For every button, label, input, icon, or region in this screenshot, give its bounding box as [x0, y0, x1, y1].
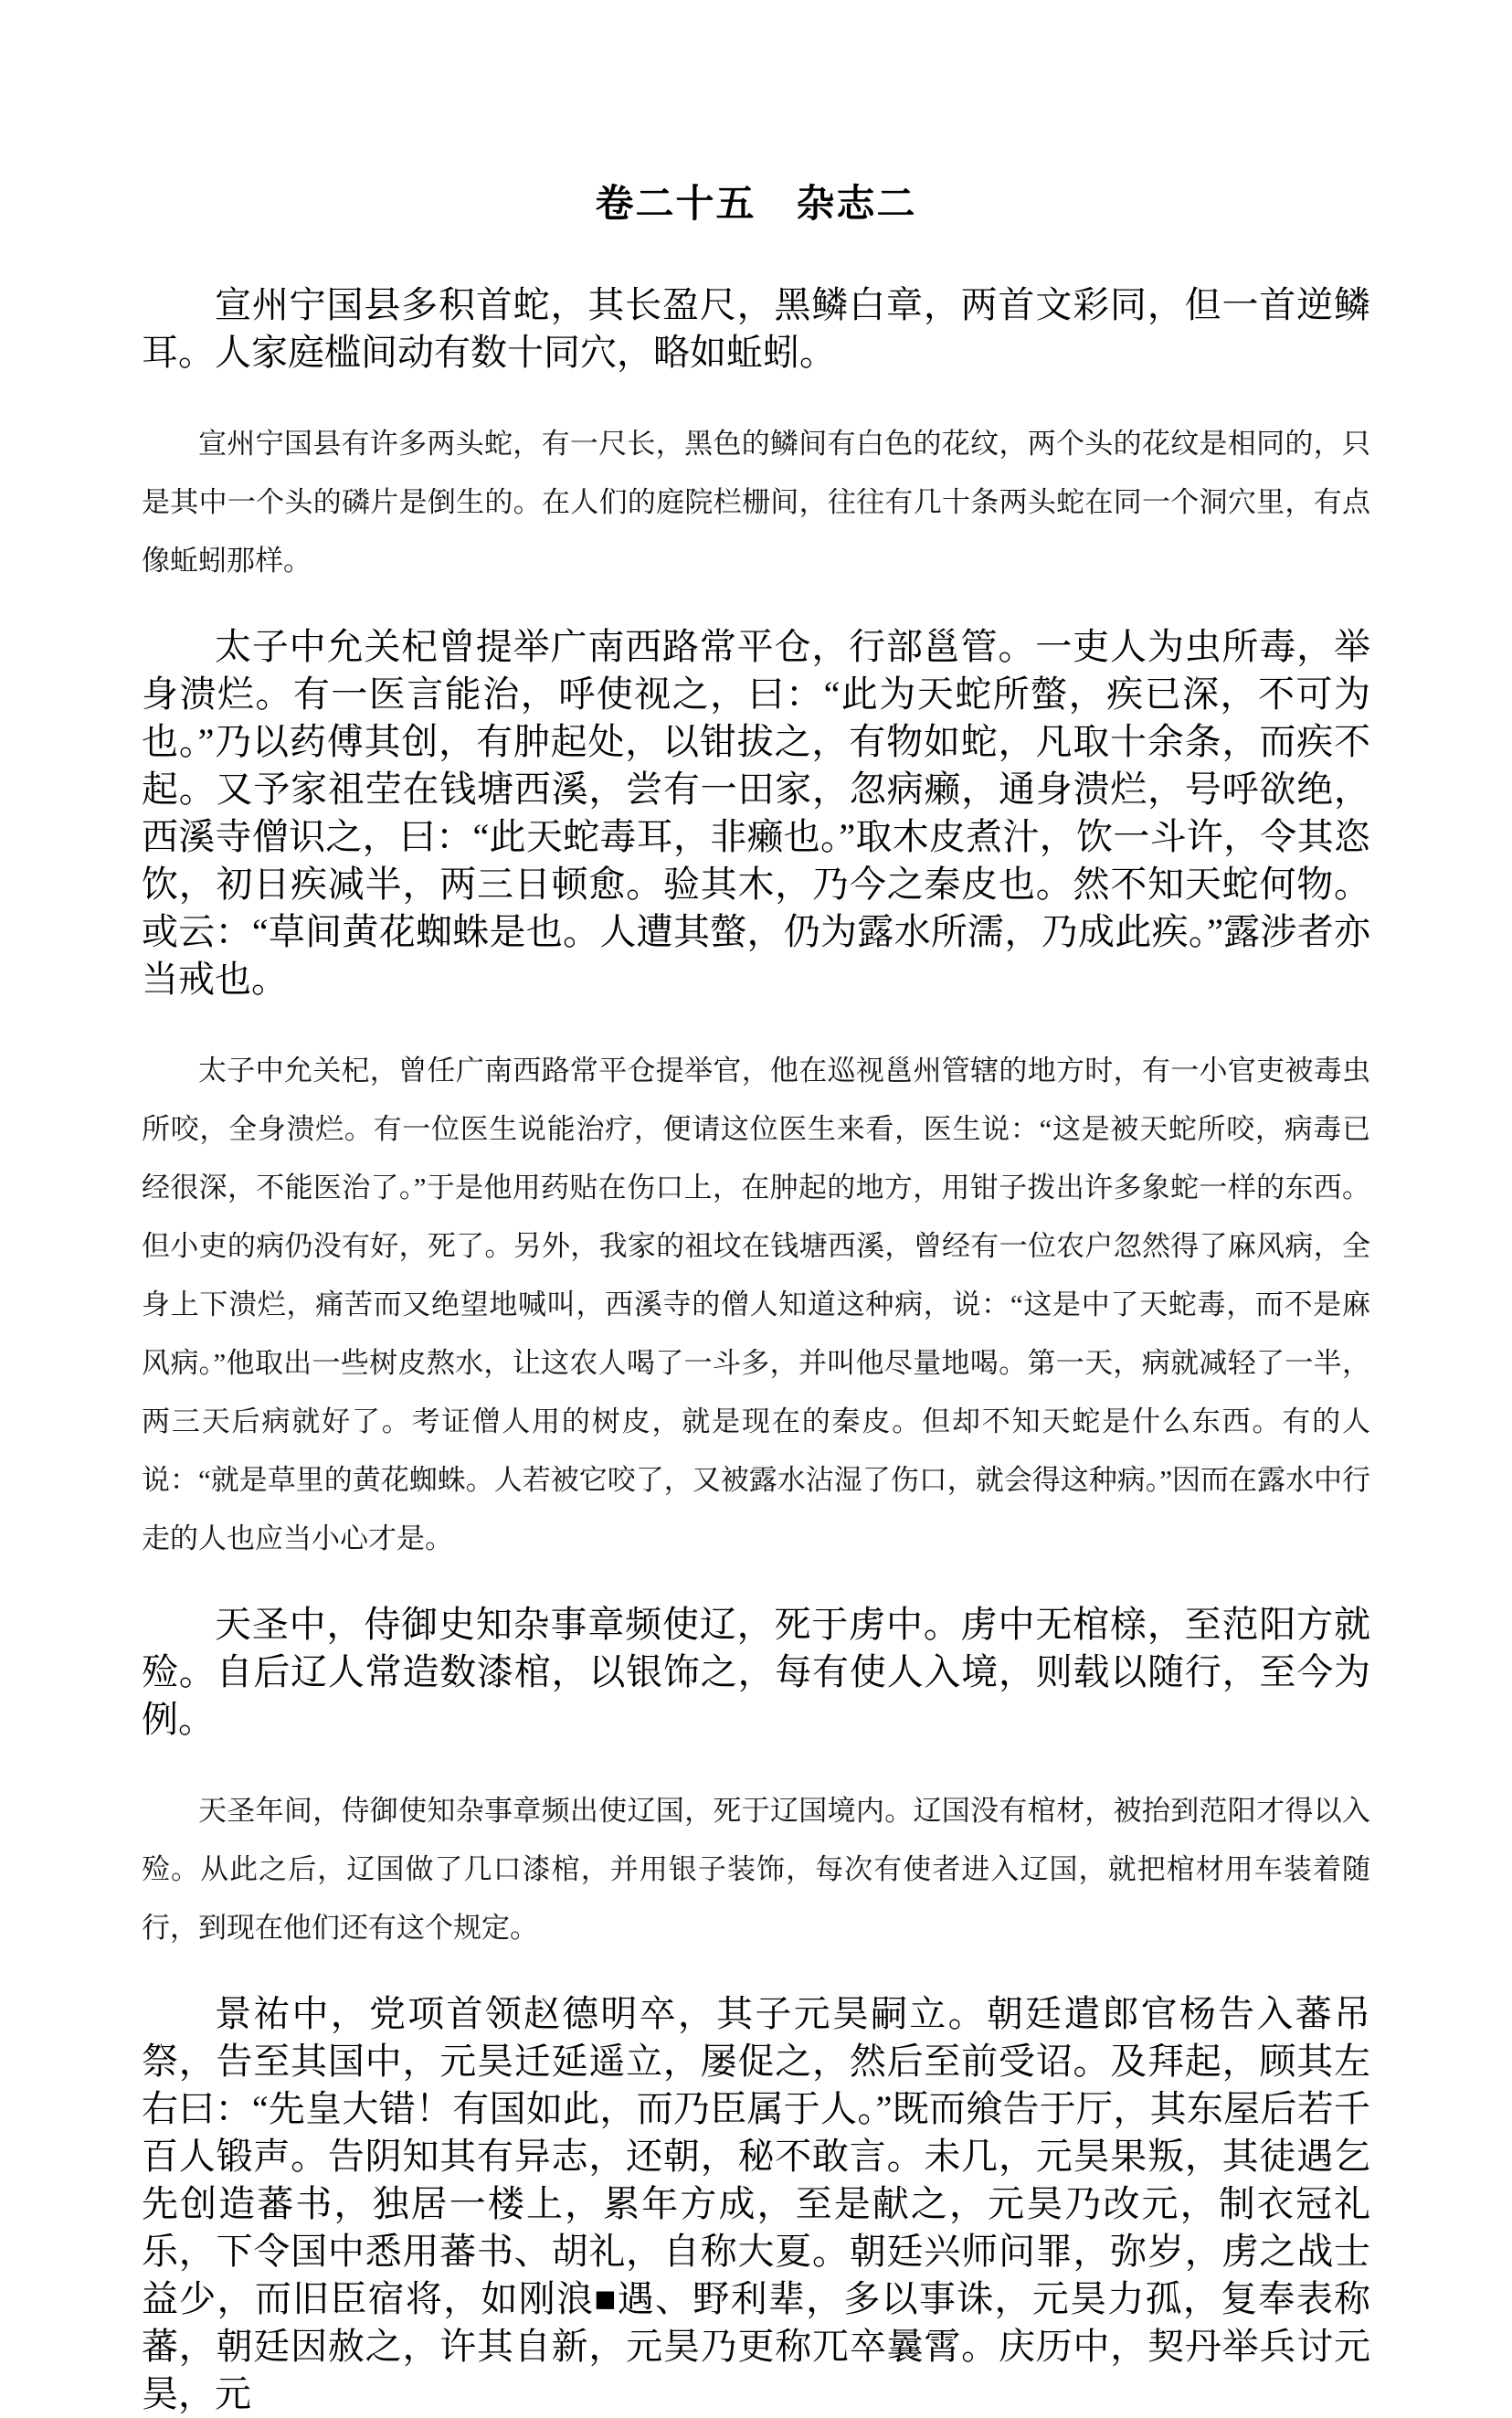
paragraph-original: 太子中允关杞曾提举广南西路常平仓，行部邕管。一吏人为虫所毒，举身溃烂。有一医言能治，呼使视之，曰：“此为天蛇所螫，疾已深，不可为也。”乃以药傅其创，有肿起处，以钳拔之，有物如蛇，凡取十余条，而疾不起。又予家祖茔在钱塘西溪，尝有一田家，忽病癞，通身溃烂，号呼欲绝，西溪寺僧识之，曰：“此天蛇毒耳，非癞也。”取木皮煮汁，饮一斗许，令其恣饮，初日疾减半，两三日顿愈。验其木，乃今之秦皮也。然不知天蛇何物。或云：“草间黄花蜘蛛是也。人遭其螫，仍为露水所濡，乃成此疾。”露涉者亦当戒也。 [142, 626, 1370, 1000]
paragraph-original: 天圣中，侍御史知杂事章频使辽，死于虏中。虏中无棺榇，至范阳方就殓。自后辽人常造数漆棺，以银饰之，每有使人入境，则载以随行，至今为例。 [142, 1604, 1370, 1740]
paragraph-translation: 天圣年间，侍御使知杂事章频出使辽国，死于辽国境内。辽国没有棺材，被抬到范阳才得以入殓。从此之后，辽国做了几口漆棺，并用银子装饰，每次有使者进入辽国，就把棺材用车装着随行，到现在他们还有这个规定。 [142, 1795, 1370, 1944]
paragraph-translation: 太子中允关杞，曾任广南西路常平仓提举官，他在巡视邕州管辖的地方时，有一小官吏被毒虫所咬，全身溃烂。有一位医生说能治疗，便请这位医生来看，医生说：“这是被天蛇所咬，病毒已经很深，不能医治了。”于是他用药贴在伤口上，在肿起的地方，用钳子拨出许多象蛇一样的东西。但小吏的病仍没有好，死了。另外，我家的祖坟在钱塘西溪，曾经有一位农户忽然得了麻风病，全身上下溃烂，痛苦而又绝望地喊叫，西溪寺的僧人知道这种病，说：“这是中了天蛇毒，而不是麻风病。”他取出一些树皮熬水，让这农人喝了一斗多，并叫他尽量地喝。第一天，病就减轻了一半，两三天后病就好了。考证僧人用的树皮，就是现在的秦皮。但却不知天蛇是什么东西。有的人说：“就是草里的黄花蜘蛛。人若被它咬了，又被露水沾湿了伤口，就会得这种病。”因而在露水中行走的人也应当小心才是。 [142, 1055, 1371, 1554]
paragraph-original: 宣州宁国县多积首蛇，其长盈尺，黑鳞白章，两首文彩同，但一首逆鳞耳。人家庭槛间动有数十同穴，略如蚯蚓。 [142, 284, 1370, 373]
paragraph-original: 景祐中，党项首领赵德明卒，其子元昊嗣立。朝廷遣郎官杨告入蕃吊祭，告至其国中，元昊迁延遥立，屡促之，然后至前受诏。及拜起，顾其左右曰：“先皇大错！有国如此，而乃臣属于人。”既而飨告于厅，其东屋后若千百人锻声。告阴知其有异志，还朝，秘不敢言。未几，元昊果叛，其徒遇乞先创造蕃书，独居一楼上，累年方成，至是献之，元昊乃改元，制衣冠礼乐，下令国中悉用蕃书、胡礼，自称大夏。朝廷兴师问罪，弥岁，虏之战士益少，而旧臣宿将，如刚浪■遇、野利辈，多以事诛，元昊力孤，复奉表称蕃，朝廷因赦之，许其自新，元昊乃更称兀卒曩霄。庆历中，契丹举兵讨元昊，元 [142, 1993, 1370, 2414]
paragraph-translation: 宣州宁国县有许多两头蛇，有一尺长，黑色的鳞间有白色的花纹，两个头的花纹是相同的，只是其中一个头的磷片是倒生的。在人们的庭院栏栅间，往往有几十条两头蛇在同一个洞穴里，有点像蚯蚓那样。 [142, 428, 1370, 577]
page-title: 卷二十五 杂志二 [595, 182, 917, 225]
